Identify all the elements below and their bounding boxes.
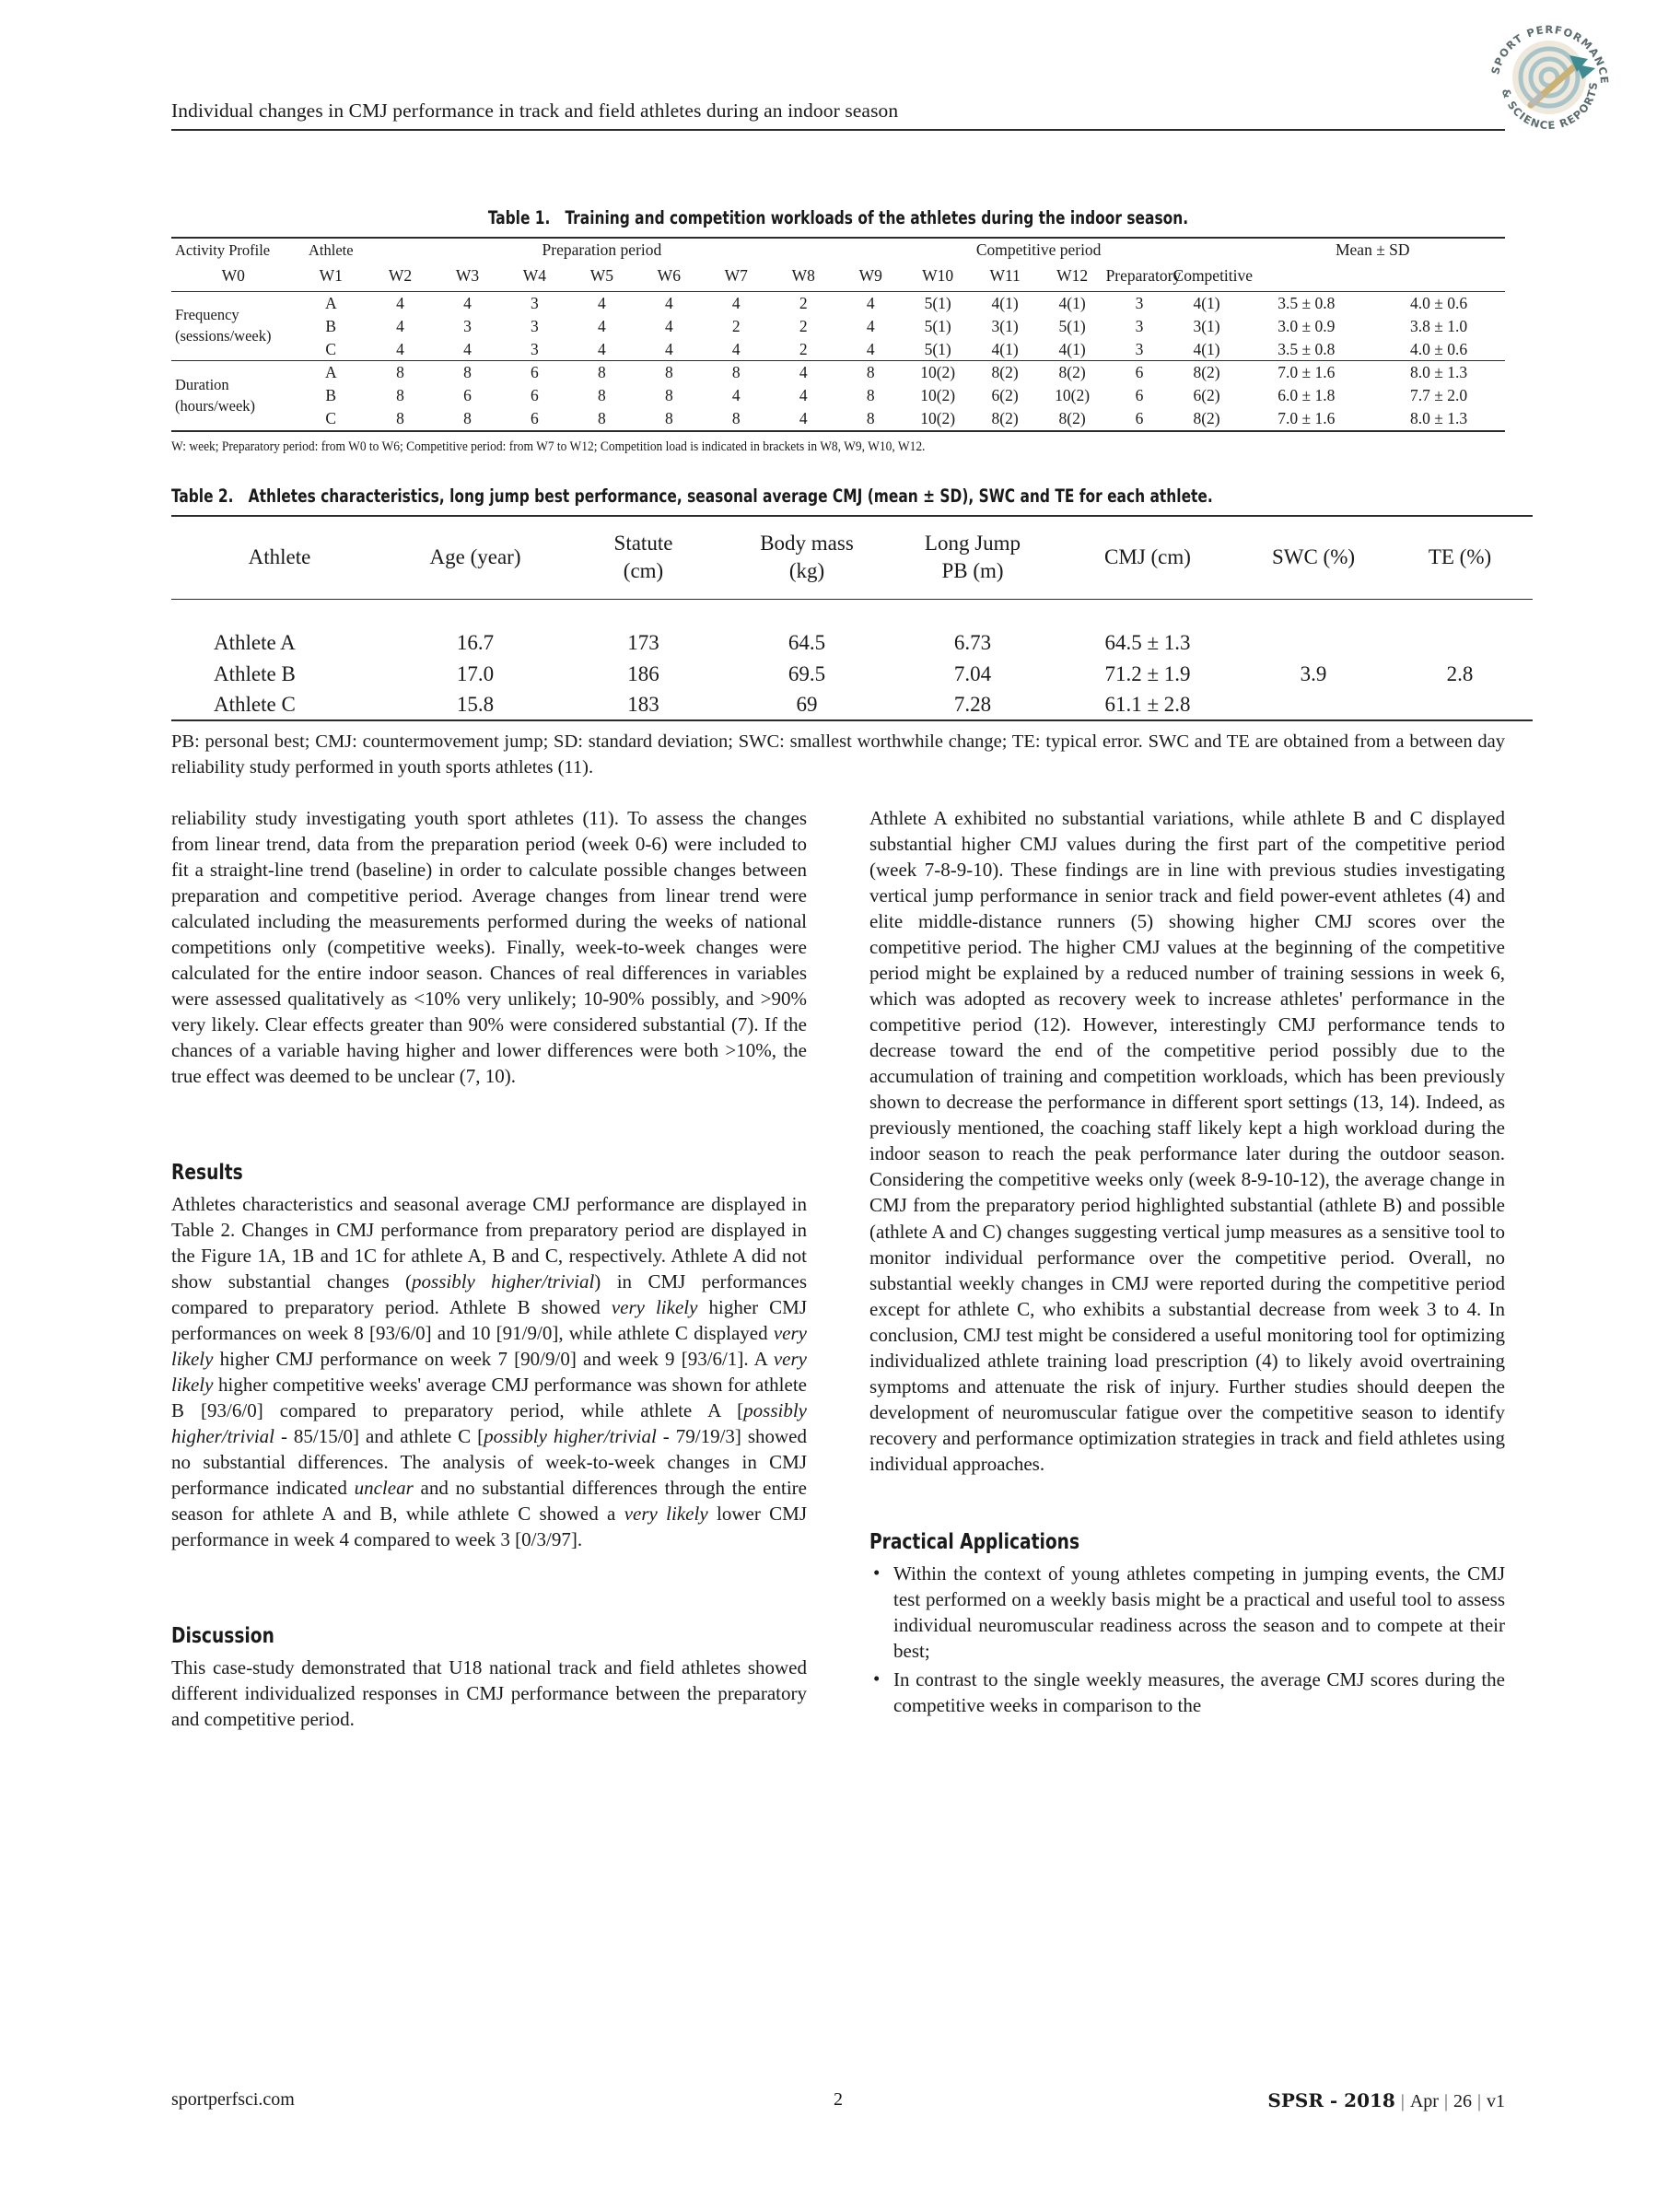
cell-w8: 10(2): [920, 409, 956, 428]
cell-w3: 8: [597, 386, 606, 405]
cell-w3: 8: [597, 363, 606, 382]
cell-mean-prep: 7.0 ± 1.6: [1278, 409, 1336, 428]
table-1-header-row-1: [171, 238, 1505, 263]
table-2-spacer-row: [171, 600, 1533, 628]
running-head: Individual changes in CMJ performance in track and field athletes during an indoor season: [171, 99, 899, 122]
cell-cmj: 71.2 ± 1.9: [1104, 661, 1191, 685]
footer-sep-2: |: [1443, 2091, 1448, 2111]
footer-page-number: 2: [834, 2089, 843, 2110]
running-head-rule: [171, 129, 1505, 131]
th-week-12: W12: [1056, 266, 1089, 286]
cell-w3: 8: [597, 409, 606, 428]
results-emph-7: unclear: [354, 1477, 414, 1500]
th-week-2: W2: [388, 266, 413, 286]
th-cmj: [1056, 516, 1240, 599]
row-label-frequency-line2: (sessions/week): [175, 327, 272, 345]
cell-w2: 3: [531, 339, 539, 358]
cell-w6: 4: [799, 409, 808, 428]
th-long-jump: [890, 516, 1056, 599]
cell-athlete: A: [324, 293, 337, 312]
list-item: • Within the context of young athletes competing in jumping events, the CMJ test performed on a weekly basis might be a practical and useful tool to assess individual neuromuscular readiness across the season and to compete at their best;: [869, 1561, 1505, 1664]
results-text-8: and no substantial differences through the entire season for athlete A and B, while athlete C showed a: [171, 1477, 807, 1526]
cell-long-jump: 6.73: [953, 631, 992, 655]
cell-w6: 2: [799, 293, 808, 312]
th-statute-line2: (cm): [623, 558, 664, 582]
target-arrow-icon: [1474, 20, 1621, 131]
row-label-frequency-line1: Frequency: [175, 306, 239, 324]
table-2-caption: [171, 483, 1498, 509]
cell-w1: 6: [463, 386, 472, 405]
th-age-line1: Age (year): [429, 544, 521, 568]
results-paragraph: [171, 1191, 807, 1552]
cell-age: 15.8: [456, 693, 495, 716]
cell-athlete: B: [325, 316, 337, 335]
cell-w2: 6: [531, 386, 539, 405]
footer-sep-1: |: [1400, 2091, 1405, 2111]
cell-w2: 3: [531, 293, 539, 312]
row-label-duration-line2: (hours/week): [175, 396, 256, 415]
journal-logo: [1474, 20, 1621, 131]
table-1-week-row: [171, 263, 1505, 291]
discussion-continuation-paragraph: Athlete A exhibited no substantial variations, while athlete B and C displayed substantial higher CMJ values during the first part of the competitive period (week 7-8-9-10). These findings are in line with previous studies investigating vertical jump performance in senior track and field power-event athletes (4) and elite middle-distance runners (5) showing higher CMJ scores over the competitive period. The higher CMJ values at the beginning of the competitive period might be explained by a reduced number of training sessions in week 6, which was adopted as recovery week to increase athletes' performance in the competitive period (12). However, interestingly CMJ performance tends to decrease toward the end of the competitive period possibly due to the accumulation of training and competition workloads, which has been previously shown to decrease the performance in different sport settings (13, 14). Indeed, as previously mentioned, the coaching staff likely kept a high workload during the indoor season to reach the peak performance later during the outdoor season. Considering the competitive weeks only (week 8-9-10-12), the average change in CMJ from the preparatory period highlighted substantial (athlete B) and possible (athlete A and C) changes suggesting vertical jump measures as a sensitive tool to monitor individual performance over the competitive period. Overall, no substantial weekly changes in CMJ were reported during the competitive period except for athlete C, who exhibits a substantial decrease from week 3 to 4. In conclusion, CMJ test might be considered a useful monitoring tool for optimizing individualized athlete training load prescription (4) to likely avoid overtraining symptoms and attenuate the risk of injury. Further studies should deepen the development of neuromuscular fatigue over the competitive season to identify recovery and performance optimization strategies in track and field athletes using individual approaches.: [869, 807, 1505, 1475]
section-gap: [869, 1477, 1505, 1501]
results-emph-4: very likely: [171, 1348, 807, 1397]
cell-statute: 186: [627, 661, 659, 685]
table-1: [171, 237, 1505, 432]
cell-w5: 8: [731, 409, 741, 428]
th-group-competitive: Competitive period: [975, 240, 1102, 260]
row-label-frequency: [171, 291, 296, 361]
cell-w4: 4: [664, 293, 673, 312]
cell-athlete: C: [325, 339, 337, 358]
cell-w12: 8(2): [1193, 363, 1220, 382]
cell-mean-comp: 4.0 ± 0.6: [1410, 339, 1468, 358]
section-gap: [171, 1089, 807, 1131]
cell-mean-comp: 7.7 ± 2.0: [1410, 386, 1468, 405]
list-item: • In contrast to the single weekly measures, the average CMJ scores during the competitive weeks in comparison to the: [869, 1667, 1505, 1718]
logo-top-text: SPORT PERFORMANCE: [1488, 22, 1612, 86]
cell-mean-comp: 4.0 ± 0.6: [1410, 293, 1468, 312]
cell-body-mass: 69.5: [788, 661, 826, 685]
cell-w7: 8: [866, 386, 875, 405]
cell-w9: 4(1): [991, 339, 1019, 358]
cell-athlete: B: [325, 386, 337, 405]
th-mean-preparatory: Preparatory: [1105, 266, 1182, 286]
cell-w7: 8: [866, 409, 875, 428]
cell-w6: 2: [799, 316, 808, 335]
cell-w10: 10(2): [1055, 386, 1091, 405]
cell-w6: 4: [799, 386, 808, 405]
results-emph-2: very likely: [611, 1296, 698, 1319]
cell-athlete: Athlete A: [214, 631, 296, 655]
table-row: [171, 407, 1505, 431]
footer-issue: 26: [1452, 2091, 1472, 2111]
th-swc-line1: SWC (%): [1271, 544, 1356, 568]
footer-month: Apr: [1409, 2091, 1439, 2111]
cell-w11: 6: [1135, 409, 1144, 428]
th-week-7: W7: [724, 266, 748, 286]
cell-w1: 8: [463, 363, 472, 382]
cell-w7: 8: [866, 363, 875, 382]
table-row: [171, 361, 1505, 384]
discussion-heading: Discussion: [171, 1624, 274, 1649]
th-week-8: W8: [791, 266, 815, 286]
table-1-block: [171, 205, 1505, 457]
cell-w9: 8(2): [991, 363, 1019, 382]
cell-age: 16.7: [456, 631, 495, 655]
results-text-9: lower CMJ performance in week 4 compared to week 3 [0/3/97].: [171, 1503, 807, 1551]
cell-w11: 6: [1135, 386, 1144, 405]
table-2-header-row: [171, 516, 1533, 599]
practical-applications-list: [869, 1561, 1505, 1718]
cell-w4: 4: [664, 316, 673, 335]
th-age: [388, 516, 563, 599]
results-text-7: - 79/19/3] showed no substantial differences. The analysis of week-to-week changes in CMJ performance indicated: [171, 1425, 807, 1500]
cell-w7: 4: [866, 293, 875, 312]
cell-w11: 3: [1135, 316, 1144, 335]
methods-continuation-paragraph: reliability study investigating youth sport athletes (11). To assess the changes from linear trend, data from the preparation period (week 0-6) were included to fit a straight-line trend (baseline) in order to calculate possible changes between preparation and competitive period. Average changes from linear trend were calculated including the measurements performed during the weeks of national competitions only (competitive weeks). Finally, week-to-week changes were calculated for the entire indoor season. Chances of real differences in variables were assessed qualitatively as <10% very unlikely; 10-90% possibly, and >90% very likely. Clear effects greater than 90% were considered substantial (7). If the chances of a variable having higher and lower differences were both >10%, the true effect was deemed to be unclear (7, 10).: [171, 807, 807, 1088]
cell-w12: 4(1): [1193, 339, 1220, 358]
cell-mean-prep: 3.5 ± 0.8: [1278, 293, 1336, 312]
table-2-caption-text: Athletes characteristics, long jump best performance, seasonal average CMJ (mean ± SD), SWC and TE for each athlete.: [248, 485, 1213, 507]
cell-w9: 4(1): [991, 293, 1019, 312]
cell-body-mass: 64.5: [788, 631, 826, 655]
cell-cmj: 64.5 ± 1.3: [1104, 631, 1191, 655]
cell-mean-comp: 8.0 ± 1.3: [1410, 409, 1468, 428]
results-text-6: - 85/15/0] and athlete C [: [274, 1425, 484, 1448]
row-label-duration: [171, 361, 296, 431]
table-2-caption-label: Table 2.: [171, 485, 234, 507]
cell-w1: 8: [463, 409, 472, 428]
th-body-mass: [724, 516, 890, 599]
cell-w11: 3: [1135, 293, 1144, 312]
cell-athlete: C: [325, 409, 337, 428]
th-long-jump-line1: Long Jump: [924, 532, 1021, 556]
cell-w12: 8(2): [1193, 409, 1220, 428]
cell-w4: 8: [664, 386, 673, 405]
cell-w2: 6: [531, 363, 539, 382]
cell-w10: 5(1): [1058, 316, 1086, 335]
th-week-5: W5: [589, 266, 613, 286]
table-row: [171, 315, 1505, 338]
cell-w3: 4: [597, 316, 606, 335]
cell-w12: 4(1): [1193, 293, 1220, 312]
logo-bottom-text: & SCIENCE REPORTS: [1499, 80, 1601, 131]
cell-w1: 4: [463, 293, 472, 312]
footer-journal-info: [1267, 2089, 1505, 2112]
footer-site[interactable]: sportperfsci.com: [171, 2089, 295, 2110]
table-1-caption: [251, 205, 1425, 231]
cell-w2: 6: [531, 409, 539, 428]
cell-athlete: Athlete C: [214, 693, 296, 716]
cell-athlete: A: [324, 363, 337, 382]
cell-long-jump: 7.28: [953, 693, 992, 716]
results-emph-1: possibly higher/trivial: [412, 1270, 595, 1293]
th-athlete: Athlete: [308, 240, 354, 259]
footer-sep-3: |: [1476, 2091, 1481, 2111]
cell-w0: 8: [396, 409, 404, 428]
cell-w5: 2: [731, 316, 741, 335]
cell-w8: 5(1): [924, 293, 951, 312]
cell-mean-prep: 3.5 ± 0.8: [1278, 339, 1336, 358]
cell-w8: 5(1): [924, 316, 951, 335]
cell-w10: 4(1): [1058, 339, 1086, 358]
cell-w11: 3: [1135, 339, 1144, 358]
cell-statute: 183: [627, 693, 659, 716]
cell-mean-prep: 6.0 ± 1.8: [1278, 386, 1336, 405]
cell-cmj: 61.1 ± 2.8: [1104, 693, 1191, 716]
table-row: [171, 627, 1533, 658]
th-week-10: W10: [922, 266, 954, 286]
results-emph-6: possibly higher/trivial: [484, 1425, 657, 1448]
th-week-6: W6: [657, 266, 681, 286]
th-week-11: W11: [989, 266, 1021, 286]
row-label-duration-line1: Duration: [175, 375, 229, 393]
cell-swc: 3.9: [1300, 661, 1327, 685]
cell-long-jump: 7.04: [953, 661, 992, 685]
practical-applications-heading: Practical Applications: [869, 1529, 1080, 1554]
cell-w0: 4: [396, 339, 404, 358]
cell-statute: 173: [627, 631, 659, 655]
results-text-2: ) in CMJ performances compared to preparatory period. Athlete B showed: [171, 1270, 807, 1319]
results-text-1: Athletes characteristics and seasonal average CMJ performance are displayed in Table 2. Changes in CMJ performance from preparatory period are displayed in the Figure 1A, 1B and 1C for athlete A, B and C, respectively. Athlete A did not show substantial changes (: [171, 1193, 807, 1293]
th-week-1: W1: [319, 266, 343, 286]
results-text-3: higher CMJ performances on week 8 [93/6/0] and 10 [91/9/0], while athlete C displayed: [171, 1296, 808, 1345]
th-te-line1: TE (%): [1428, 544, 1492, 568]
th-body-mass-line2: (kg): [788, 558, 825, 582]
section-gap: [171, 1552, 807, 1595]
cell-w12: 6(2): [1193, 386, 1220, 405]
results-heading: Results: [171, 1161, 243, 1186]
table-2-note: PB: personal best; CMJ: countermovement jump; SD: standard deviation; SWC: smallest worthwhile change; TE: typical error. SWC and TE are obtained from a between day reliability study performed in youth sports athletes (11).: [171, 731, 1505, 778]
table-row: [171, 384, 1505, 407]
cell-w9: 8(2): [991, 409, 1019, 428]
th-statute-line1: Statute: [613, 532, 673, 556]
th-athlete: [171, 516, 388, 599]
cell-w11: 6: [1135, 363, 1144, 382]
cell-w1: 3: [463, 316, 472, 335]
table-row: [171, 338, 1505, 361]
cell-w4: 4: [664, 339, 673, 358]
th-week-3: W3: [455, 266, 480, 286]
cell-w0: 8: [396, 363, 404, 382]
results-text-4: higher CMJ performance on week 7 [90/9/0] and week 9 [93/6/1]. A: [213, 1348, 774, 1371]
table-1-caption-label: Table 1.: [487, 207, 551, 228]
right-column: [869, 805, 1505, 1721]
results-emph-3: very likely: [171, 1322, 807, 1371]
table-row: [171, 291, 1505, 314]
cell-w6: 2: [799, 339, 808, 358]
cell-w8: 10(2): [920, 363, 956, 382]
left-column: [171, 805, 807, 1732]
results-emph-8: very likely: [624, 1503, 708, 1526]
cell-age: 17.0: [456, 661, 495, 685]
cell-w8: 5(1): [924, 339, 951, 358]
th-activity-profile: Activity Profile: [175, 240, 271, 259]
cell-w1: 4: [463, 339, 472, 358]
th-group-mean-sd: Mean ± SD: [1335, 240, 1410, 260]
table-2: [171, 515, 1533, 721]
th-cmj-line1: CMJ (cm): [1104, 544, 1191, 568]
cell-w3: 4: [597, 339, 606, 358]
cell-w5: 4: [731, 386, 741, 405]
th-week-0: W0: [221, 266, 245, 286]
th-week-9: W9: [858, 266, 882, 286]
th-group-preparation: Preparation period: [542, 240, 662, 260]
cell-w10: 8(2): [1058, 409, 1086, 428]
cell-w12: 3(1): [1193, 316, 1220, 335]
cell-w3: 4: [597, 293, 606, 312]
th-week-4: W4: [522, 266, 547, 286]
th-body-mass-line1: Body mass: [760, 532, 854, 556]
cell-w10: 8(2): [1058, 363, 1086, 382]
cell-w10: 4(1): [1058, 293, 1086, 312]
cell-te: 2.8: [1446, 661, 1474, 685]
th-athlete-line1: Athlete: [248, 544, 311, 568]
th-te: [1387, 516, 1533, 599]
cell-w5: 4: [731, 339, 741, 358]
cell-w4: 8: [664, 409, 673, 428]
cell-w8: 10(2): [920, 386, 956, 405]
th-statute: [563, 516, 724, 599]
cell-w2: 3: [531, 316, 539, 335]
th-swc: [1240, 516, 1387, 599]
cell-w6: 4: [799, 363, 808, 382]
cell-mean-comp: 8.0 ± 1.3: [1410, 363, 1468, 382]
cell-mean-prep: 3.0 ± 0.9: [1278, 316, 1336, 335]
cell-w5: 8: [731, 363, 741, 382]
cell-w0: 4: [396, 316, 404, 335]
table-2-block: [171, 483, 1505, 780]
discussion-paragraph: This case-study demonstrated that U18 national track and field athletes showed different individualized responses in CMJ performance between the preparatory and competitive period.: [171, 1656, 807, 1731]
cell-w9: 3(1): [991, 316, 1019, 335]
footer-journal-name: SPSR - 2018: [1267, 2089, 1395, 2111]
table-1-note: W: week; Preparatory period: from W0 to W6; Competitive period: from W7 to W12; Competition load is indicated in brackets in W8, W9, W10, W12.: [171, 439, 926, 454]
table-1-caption-text: Training and competition workloads of the athletes during the indoor season.: [565, 207, 1189, 228]
th-mean-competitive: Competitive: [1172, 266, 1254, 286]
th-long-jump-line2: PB (m): [941, 558, 1004, 582]
cell-w7: 4: [866, 316, 875, 335]
results-text-5: higher competitive weeks' average CMJ performance was shown for athlete B [93/6/0] compared to preparatory period, while athlete A [: [171, 1374, 807, 1422]
results-emph-5: possibly higher/trivial: [171, 1399, 807, 1448]
cell-athlete: Athlete B: [214, 661, 296, 685]
cell-w5: 4: [731, 293, 741, 312]
cell-mean-prep: 7.0 ± 1.6: [1278, 363, 1336, 382]
cell-body-mass: 69: [796, 693, 818, 716]
cell-w0: 4: [396, 293, 404, 312]
cell-w9: 6(2): [991, 386, 1019, 405]
cell-mean-comp: 3.8 ± 1.0: [1410, 316, 1468, 335]
cell-w4: 8: [664, 363, 673, 382]
cell-w0: 8: [396, 386, 404, 405]
footer-version: v1: [1487, 2091, 1505, 2111]
cell-w7: 4: [866, 339, 875, 358]
